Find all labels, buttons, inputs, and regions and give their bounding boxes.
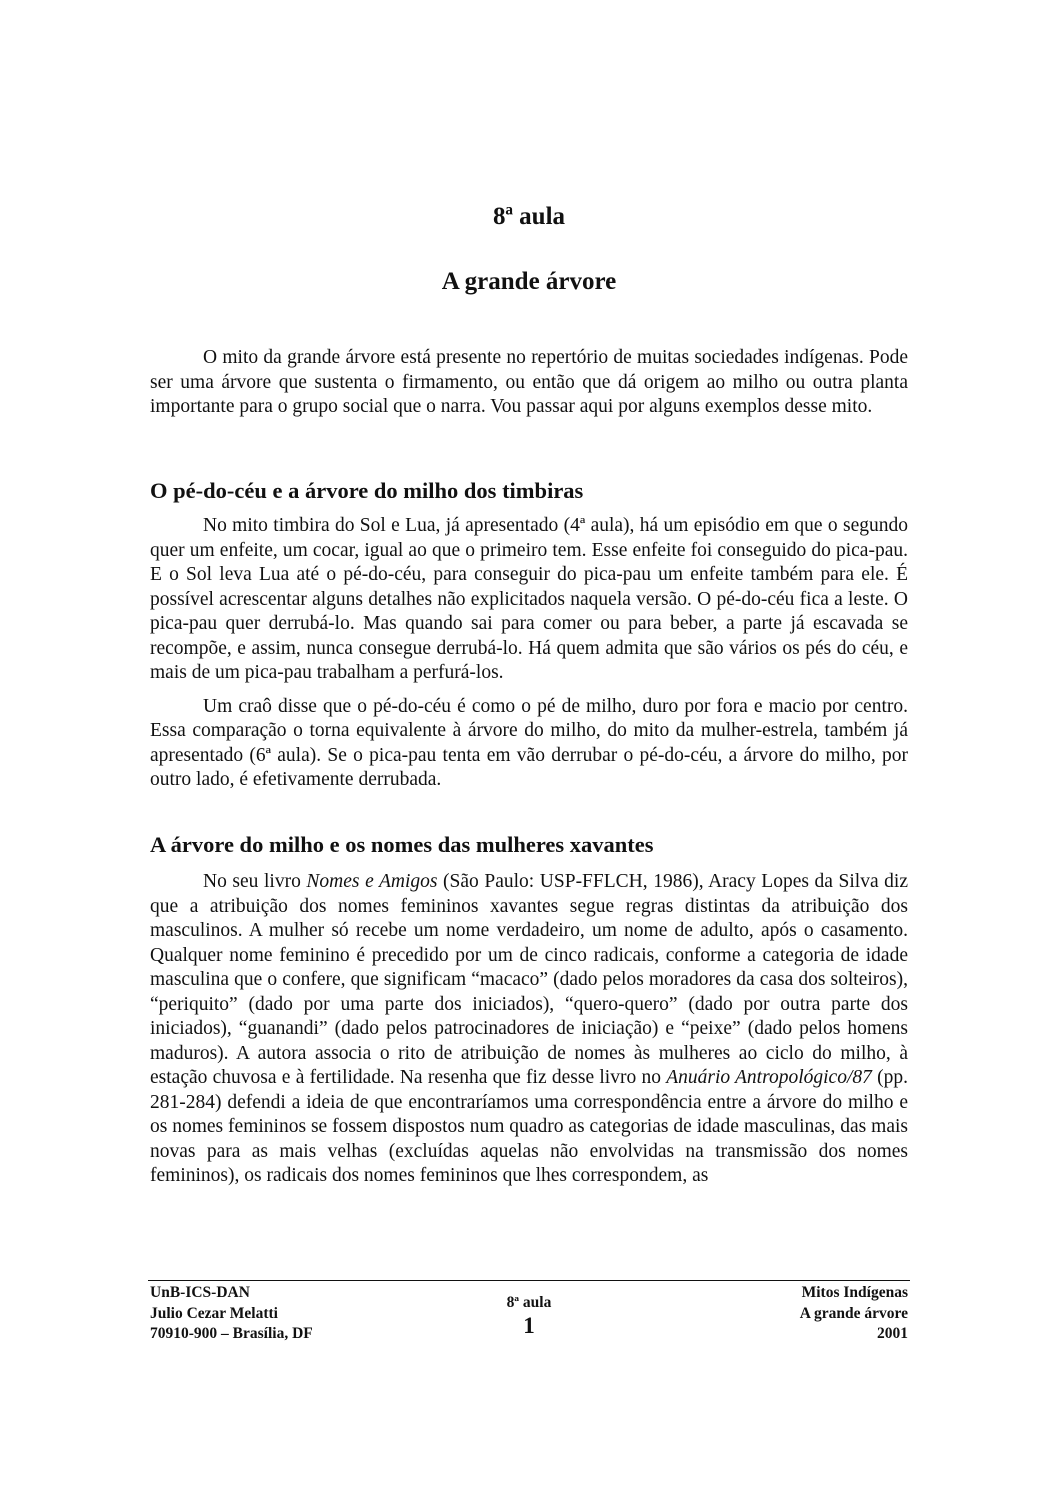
paragraph (150, 870, 908, 1189)
footer-institution: UnB-ICS-DAN (150, 1284, 250, 1301)
text-segment: No seu livro (203, 871, 307, 892)
footer-divider (148, 1280, 910, 1281)
intro-paragraph: O mito da grande árvore está presente no repertório de muitas sociedades indígenas. Pode ser uma árvore que sustenta o firmamento, ou então que dá origem ao milho ou outra planta importante para o grupo social que o narra. Vou passar aqui por alguns exemplos desse mito. (150, 347, 908, 417)
footer-address: 70910-900 – Brasília, DF (150, 1325, 313, 1342)
text-segment: (pp. 281-284) defendi a ideia de que encontraríamos uma correspondência entre a árvore do milho e os nomes femininos se fossem dispostos num quadro as categorias de idade masculinas, das mais novas para as mais velhas (excluídas aquelas não envolvidas na transmissão dos nomes femininos), os radicais dos nomes femininos que lhes correspondem, as (150, 1067, 908, 1186)
footer-lesson: 8ª aula (506, 1294, 552, 1311)
book-title: Nomes e Amigos (306, 871, 438, 892)
section-pe-do-ceu (150, 514, 908, 793)
footer-left (150, 1283, 400, 1345)
paragraph: Um craô disse que o pé-do-céu é como o pé de milho, duro por fora e macio por centro. Essa comparação o torna equivalente à árvore do milho, do mito da mulher-estrela, também já apresentado (6ª aula). Se o pica-pau tenta em vão derrubar o pé-do-céu, a árvore do milho, por outro lado, é efetivamente derrubada. (150, 695, 908, 790)
intro-section (150, 346, 908, 420)
footer-year: 2001 (877, 1325, 908, 1342)
footer-course: Mitos Indígenas (801, 1284, 908, 1301)
section-xavantes (150, 870, 908, 1189)
footer-author: Julio Cezar Melatti (150, 1304, 278, 1322)
paragraph: No mito timbira do Sol e Lua, já apresentado (4ª aula), há um episódio em que o segundo quer um enfeite, um cocar, igual ao que o primeiro tem. Esse enfeite foi conseguido do pica-pau. E o Sol leva Lua até o pé-do-céu, para conseguir do pica-pau um enfeite também para ele. É possível acrescentar alguns detalhes não explicitados naquela versão. O pé-do-céu fica a leste. O pica-pau quer derrubá-lo. Mas quando sai para comer ou para beber, a parte já escavada se recompõe, e assim, nunca consegue derrubá-lo. Há quem admita que são vários os pés do céu, e mais de um pica-pau trabalham a perfurá-los. (150, 515, 908, 683)
section-heading-pe-do-ceu: O pé-do-céu e a árvore do milho dos timbiras (150, 478, 584, 503)
lesson-title: 8ª aula (492, 203, 566, 230)
footer-right (658, 1283, 908, 1345)
footer-center (429, 1293, 629, 1338)
footer-topic: A grande árvore (799, 1304, 908, 1322)
journal-title: Anuário Antropológico/87 (666, 1067, 872, 1088)
text-segment: (São Paulo: USP-FFLCH, 1986), Aracy Lopes da Silva diz que a atribuição dos nomes femininos xavantes segue regras distintas da atribuição dos masculinos. A mulher só recebe um nome verdadeiro, um nome de adulto, após o casamento. Qualquer nome feminino é precedido por um de cinco radicais, conforme a categoria de idade masculina que o confere, que significam “macaco” (dado pelos moradores da casa dos solteiros), “periquito” (dado por uma parte dos iniciados), “quero-quero” (dado por outra parte dos iniciados), “guanandi” (dado pelos patrocinadores de iniciação) e “peixe” (dado pelos homens maduros). A autora associa o rito de atribuição de nomes às mulheres ao ciclo do milho, à estação chuvosa e à fertilidade. Na resenha que fiz desse livro no (150, 871, 909, 1088)
section-heading-xavantes: A árvore do milho e os nomes das mulheres xavantes (150, 832, 654, 857)
page-number: 1 (523, 1312, 535, 1338)
page-title: A grande árvore (441, 268, 617, 295)
